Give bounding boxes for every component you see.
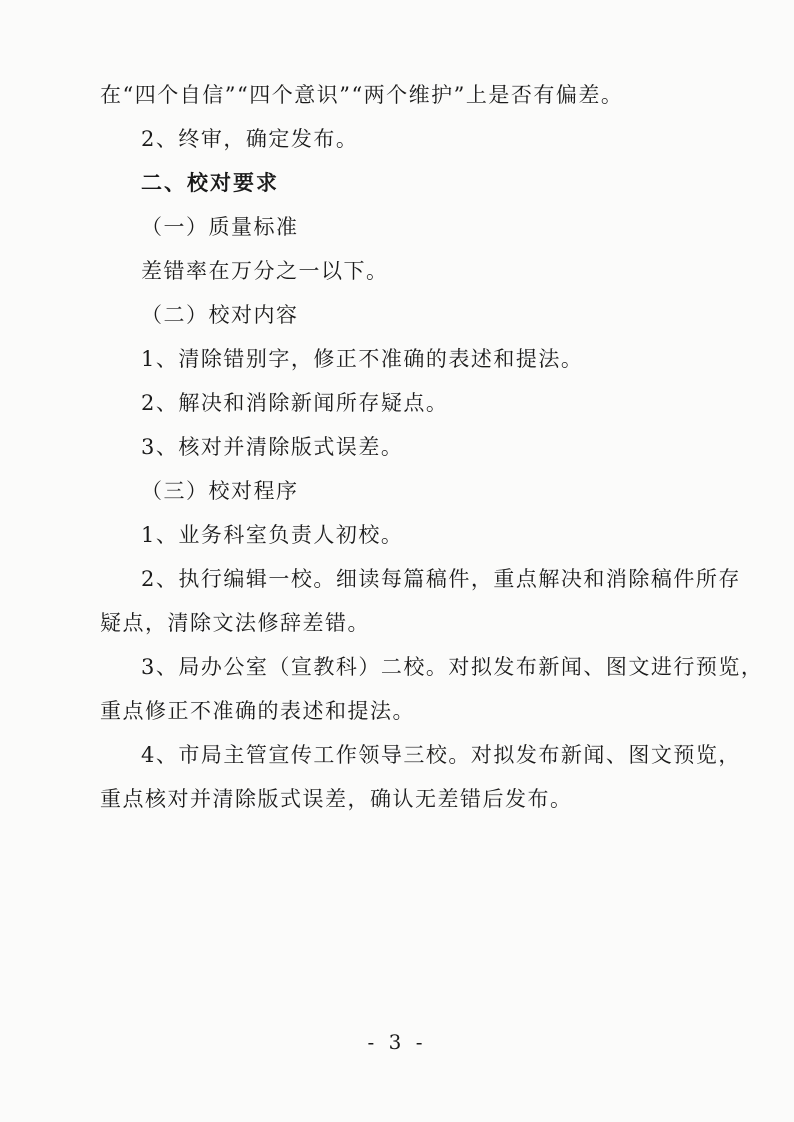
subheading-proofreading-procedure: （三）校对程序 <box>141 479 299 503</box>
text-line-9: 3、核对并清除版式误差。 <box>141 435 404 459</box>
text-line-15: 重点修正不准确的表述和提法。 <box>100 699 415 723</box>
text-line-13: 疑点，清除文法修辞差错。 <box>100 611 370 635</box>
section-heading-proofreading: 二、校对要求 <box>141 171 279 195</box>
text-line-11: 1、业务科室负责人初校。 <box>141 523 404 547</box>
text-line-8: 2、解决和消除新闻所存疑点。 <box>141 391 449 415</box>
text-line-7: 1、清除错别字，修正不准确的表述和提法。 <box>141 347 584 371</box>
text-line-17: 重点核对并清除版式误差，确认无差错后发布。 <box>100 787 573 811</box>
subheading-proofreading-content: （二）校对内容 <box>141 303 299 327</box>
text-line-2: 2、终审，确定发布。 <box>141 127 359 151</box>
text-line-5: 差错率在万分之一以下。 <box>141 259 389 283</box>
text-line-1: 在“四个自信”“四个意识”“两个维护”上是否有偏差。 <box>100 83 624 107</box>
page-number: - 3 - <box>367 1030 427 1054</box>
text-line-14: 3、局办公室（宣教科）二校。对拟发布新闻、图文进行预览， <box>141 655 764 679</box>
text-line-12: 2、执行编辑一校。细读每篇稿件，重点解决和消除稿件所存 <box>141 567 741 591</box>
subheading-quality-standard: （一）质量标准 <box>141 215 299 239</box>
text-line-16: 4、市局主管宣传工作领导三校。对拟发布新闻、图文预览， <box>141 743 741 767</box>
